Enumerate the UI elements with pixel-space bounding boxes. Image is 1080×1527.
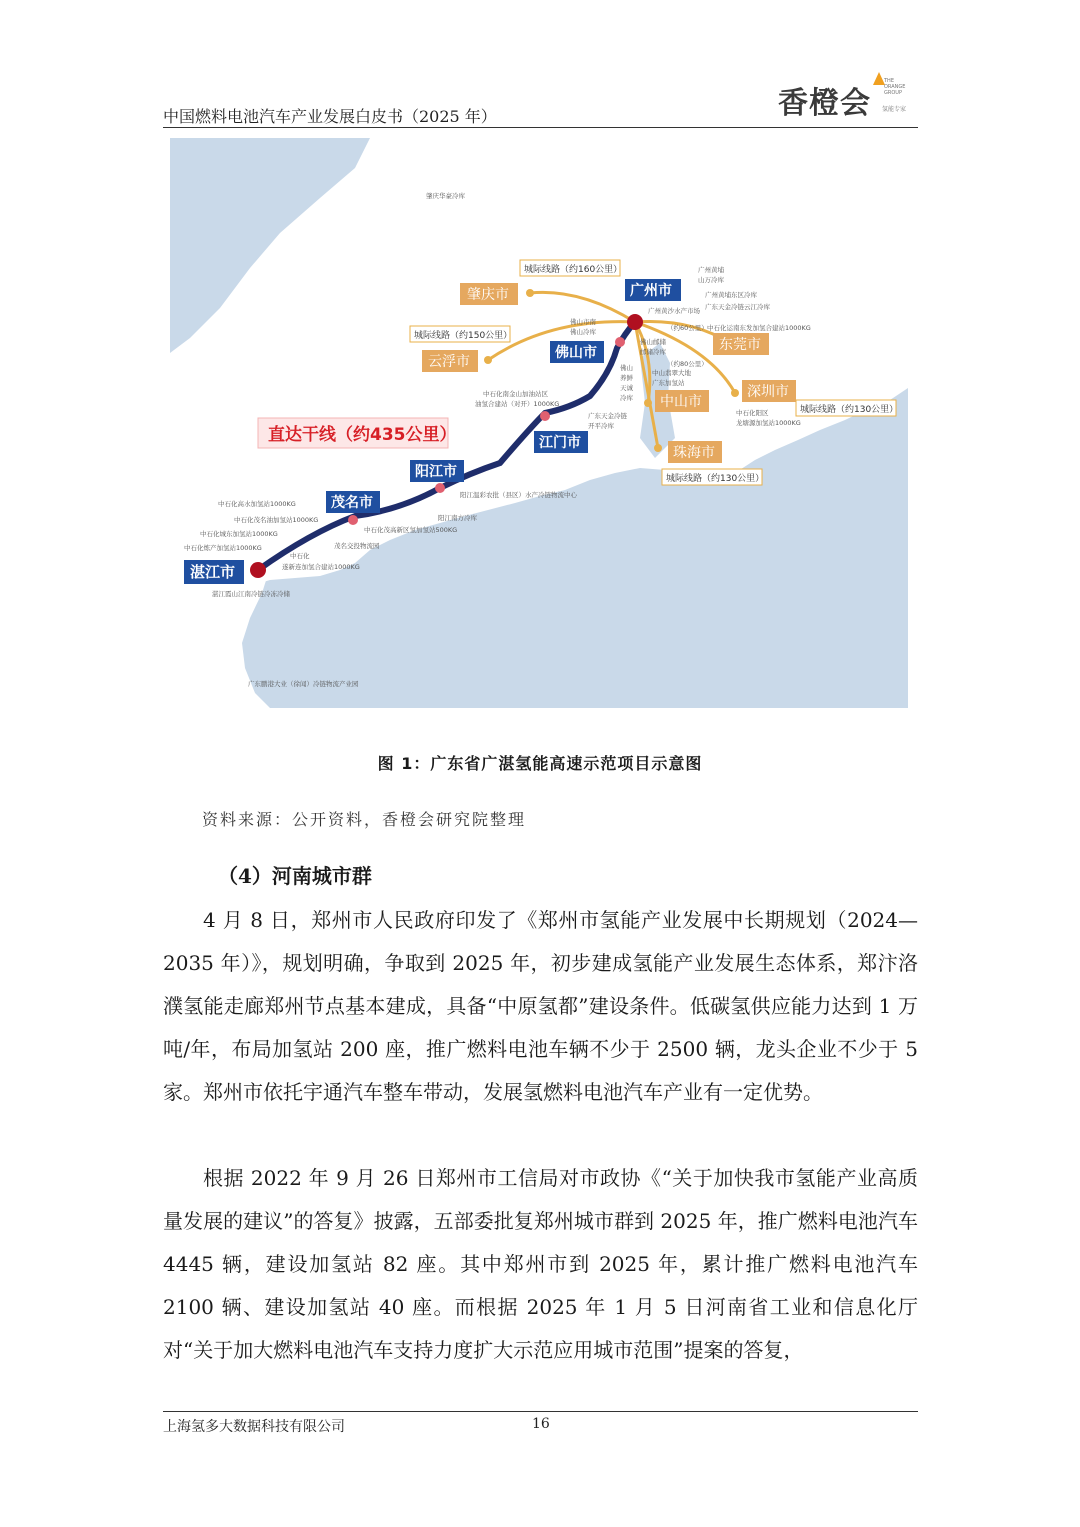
map-site-label: 中石化城东加氢站1000KG [200, 530, 278, 538]
logo-text: 香橙会 [778, 86, 871, 121]
foshan-dot [615, 337, 625, 347]
foshan-label: 佛山市 [555, 345, 597, 361]
zhaoqing-dot [526, 289, 534, 297]
map-site-label: 开平冷库 [588, 422, 614, 430]
yangjiang-label: 阳江市 [415, 464, 457, 480]
jiangmen-label: 江门市 [539, 435, 581, 451]
paragraph: 4 月 8 日，郑州市人民政府印发了《郑州市氢能产业发展中长期规划（2024—2035 年）》，规划明确，争取到 2025 年，初步建成氢能产业发展生态体系，郑汴洛濮氢能走廊郑州节点基本建成，具备“中原氢都”建设条件。低碳氢供应能力达到 1 万吨/年，布局加氢站 200 座，推广燃料电池车辆不少于 2500 辆，龙头企业不少于 5 家。郑州市依托宇通汽车整车带动，发展氢燃料电池汽车产业有一定优势。 [163, 908, 918, 1104]
main-line-label: 直达干线（约435公里） [268, 425, 457, 445]
yunfu-label: 云浮市 [428, 354, 470, 370]
page-number: 16 [532, 1416, 550, 1432]
paragraph: 根据 2022 年 9 月 26 日郑州市工信局对市政协《“关于加快我市氢能产业高质量发展的建议”的答复》披露，五部委批复郑州城市群到 2025 年，推广燃料电池汽车 4445 辆，建设加氢站 82 座。其中郑州市到 2025 年，累计推广燃料电池汽车 2100 辆、建设加氢站 40 座。而根据 2025 年 1 月 5 日河南省工业和信息化厅对“关于加大燃料电池汽车支持力度扩大示范应用城市范围”提案的答复， [163, 1166, 918, 1362]
map-site-label: 中石化高水加氢站1000KG [218, 500, 296, 508]
map-site-label: 广州黄埔 [698, 266, 724, 274]
header-rule [163, 127, 918, 128]
map-site-label: 中石化运南东发加氢合建站1000KG [707, 324, 811, 332]
logo [778, 72, 918, 121]
map-site-label: 广州黄沙水产市场 [648, 307, 700, 315]
footer-rule [163, 1411, 918, 1412]
map-site-label: 山万冷库 [698, 276, 724, 284]
map-site-label: 中石化茂名油加氢站1000KG [234, 516, 319, 524]
map-site-label: 中石化南金山加油站区 [483, 390, 548, 398]
logo-tag: 氢能专家 [882, 106, 907, 113]
zhongshan-label: 中山市 [660, 394, 702, 410]
map-site-label: 佛山 [620, 364, 633, 372]
map-site-label: （约80公里） [667, 360, 708, 368]
section-title: （4）河南城市群 [218, 864, 372, 888]
map-site-label: 冷库 [620, 394, 633, 402]
map-site-label: 中石化炼产加氢站1000KG [184, 544, 262, 552]
map-site-label: 龙塘源加氢站1000KG [736, 419, 801, 427]
map-site-label: 养鲜 [620, 374, 633, 382]
map-site-label: 中石化 [290, 552, 310, 560]
map-site-label: 中石化茂高新区氢加氢站500KG [364, 526, 458, 534]
logo-en: THE ORANGE GROUP [884, 78, 906, 96]
map-site-label: 广东加氢站 [652, 379, 685, 387]
route-label-3: 城际线路（约130公里） [800, 405, 899, 415]
yunfu-dot [484, 356, 492, 364]
zhuhai-dot [654, 444, 662, 452]
yangjiang-dot [435, 483, 445, 493]
hydrogen-highway-map [170, 138, 908, 708]
map-site-label: 广东天金冷链 [588, 412, 627, 420]
header-title: 中国燃料电池汽车产业发展白皮书（2025 年） [163, 107, 497, 126]
zhongshan-dot [644, 399, 652, 407]
maoming-label: 茂名市 [331, 495, 373, 511]
map-site-label: 肇庆华豪冷库 [426, 192, 465, 200]
maoming-dot [348, 515, 358, 525]
zhanjiang-dot [250, 562, 266, 578]
zhuhai-label: 珠海市 [673, 445, 715, 461]
jiangmen-dot [540, 411, 550, 421]
figure-source: 资料来源：公开资料，香橙会研究院整理 [202, 810, 527, 829]
guangzhou-label: 广州市 [630, 283, 672, 299]
map-site-label: （约60公里） [667, 324, 708, 332]
map-site-label: 阳江南方冷库 [438, 514, 477, 522]
route-label-4: 城际线路（约130公里） [666, 474, 765, 484]
route-label-2: 城际线路（约150公里） [414, 331, 513, 341]
footer-company: 上海氢多大数据科技有限公司 [163, 1419, 345, 1435]
map-site-label: 佛山邮储 [640, 338, 666, 346]
map-site-label: 邮储冷库 [640, 348, 666, 356]
zhanjiang-label: 湛江市 [190, 563, 236, 581]
map-site-label: 油氢合建站（对开）1000KG [475, 400, 560, 408]
map-site-label: 中山翡翠大地 [652, 369, 691, 377]
map-site-label: 茂名交投物流园 [334, 542, 380, 550]
map-site-label: 天诚 [620, 384, 633, 392]
map-site-label: 湛江霞山江南冷链冷冻冷储 [212, 590, 290, 598]
map-site-label: 广东鹏港大业（徐闻）冷链物流产业园 [248, 680, 359, 688]
shenzhen-dot [731, 389, 739, 397]
route-label-1: 城际线路（约160公里） [524, 265, 623, 275]
map-site-label: 中石化阳区 [736, 409, 769, 417]
zhaoqing-label: 肇庆市 [467, 287, 509, 303]
map-site-label: 佛山市南 [570, 318, 596, 326]
dongguan-label: 东莞市 [719, 337, 761, 353]
shenzhen-label: 深圳市 [747, 384, 789, 400]
guangzhou-dot [627, 314, 643, 330]
map-site-label: 广州黄埔东区冷库 [705, 291, 757, 299]
map-site-label: 广东天金冷链云江冷库 [705, 303, 770, 311]
map-site-label: 遂新连加氢合建站1000KG [282, 563, 360, 571]
map-site-label: 阳江温彩农批（县区）水产冷链物流中心 [460, 491, 577, 499]
map-site-label: 佛山冷库 [570, 328, 596, 336]
figure-caption: 图 1：广东省广湛氢能高速示范项目示意图 [377, 754, 703, 773]
